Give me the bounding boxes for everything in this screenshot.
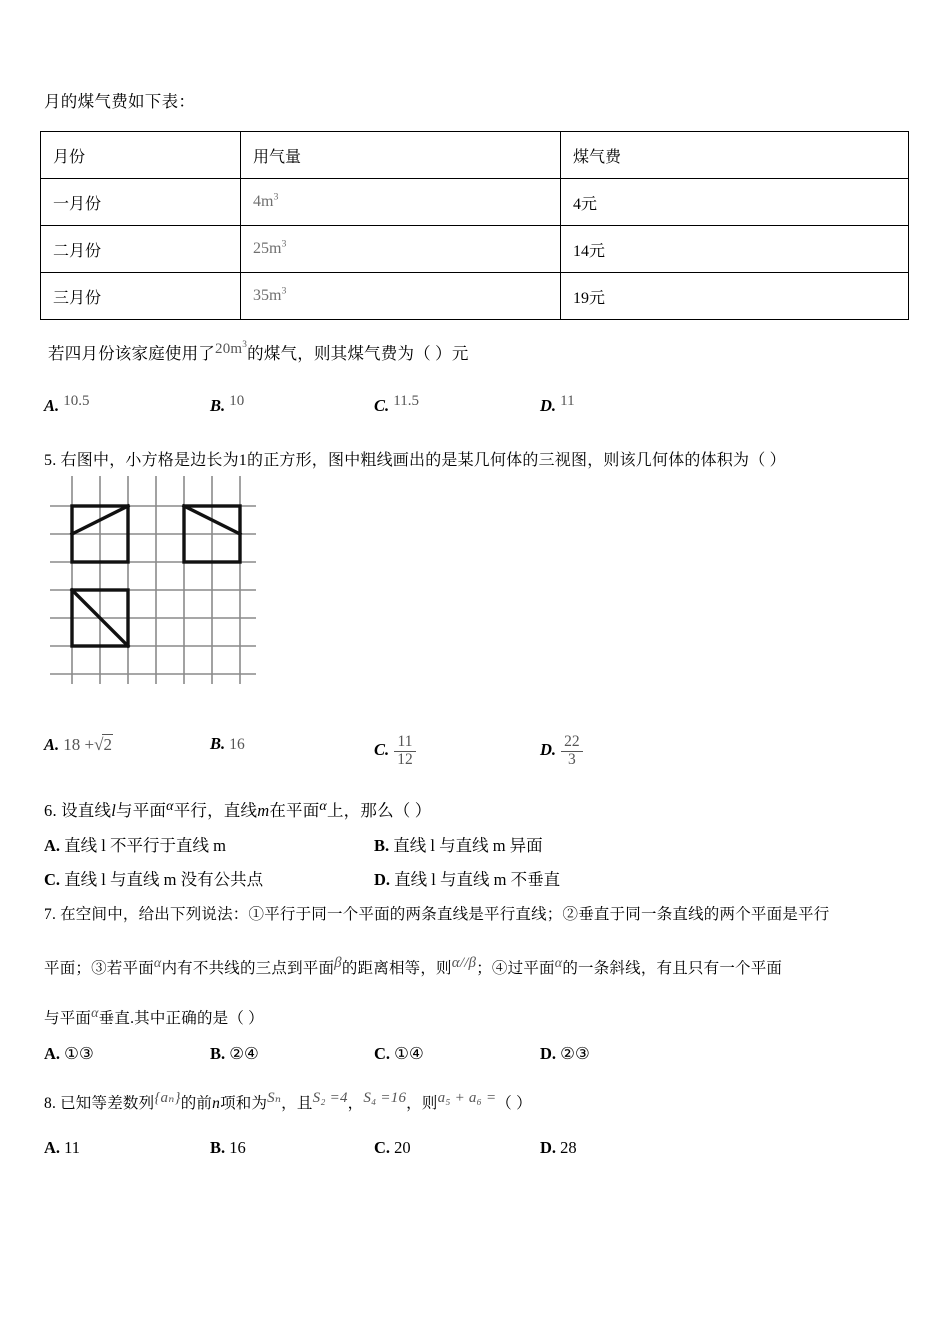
- q7-option-b-label: B.: [210, 1044, 226, 1063]
- q8-option-c-value: 20: [394, 1138, 411, 1157]
- q6-line-l: l: [111, 801, 117, 820]
- cell-fee: [561, 226, 909, 273]
- q8-option-d[interactable]: [540, 1138, 577, 1158]
- q4-option-b[interactable]: [210, 393, 244, 416]
- q6-option-c[interactable]: [44, 866, 263, 890]
- table-row: [41, 226, 909, 273]
- q7-line2-d: ；④过平面: [476, 960, 555, 977]
- q5-option-c-value: $\frac{11}{12}$: [394, 734, 416, 768]
- q7-alpha-2: α: [554, 956, 563, 971]
- q7-line2-c: 的距离相等，则: [341, 960, 452, 977]
- q8-sequence: {aₙ}: [154, 1090, 181, 1106]
- q6-alpha-1: α: [166, 799, 174, 814]
- q7-option-a-label: A.: [44, 1044, 61, 1063]
- cell-volume: [241, 179, 561, 226]
- q6-option-a-label: A.: [44, 836, 61, 855]
- q8-option-b[interactable]: [210, 1138, 246, 1158]
- volume-exponent: 3: [281, 285, 287, 297]
- q4-option-a-value: 10.5: [63, 393, 90, 409]
- cell-month: 二月份: [41, 226, 241, 273]
- question-7-line-1: [44, 902, 829, 924]
- question-7-line-3: [44, 1006, 264, 1028]
- cell-volume: [241, 273, 561, 320]
- q5-option-b-value: 16: [229, 736, 245, 753]
- cell-month: 三月份: [41, 273, 241, 320]
- q5-option-a-label: A.: [44, 735, 60, 754]
- question-5-stem: [44, 447, 786, 470]
- q4-option-a[interactable]: [44, 393, 90, 416]
- intro-text: 月的煤气费如下表：: [44, 92, 196, 111]
- q8-stem-e: ，: [347, 1095, 364, 1112]
- table-header-volume: 用气量: [241, 132, 561, 179]
- table-header-fee: 煤气费: [561, 132, 909, 179]
- q6-stem-d: 在平面: [269, 801, 320, 820]
- q7-line2-a: 平面；③若平面: [44, 960, 154, 977]
- q7-line1-text: 在空间中，给出下列说法：①平行于同一个平面的两条直线是平行直线；②垂直于同一条直线的两个平面是平行: [60, 906, 830, 923]
- q8-option-c-label: C.: [374, 1138, 391, 1157]
- q5-option-d[interactable]: [540, 734, 584, 768]
- q4-option-c-value: 11.5: [393, 393, 419, 409]
- q5-option-b[interactable]: [210, 734, 245, 754]
- q4-stem-math: [215, 341, 247, 358]
- q7-option-d-value: ②③: [560, 1044, 590, 1063]
- question-6-stem: [44, 797, 432, 821]
- q7-option-d[interactable]: [540, 1044, 590, 1064]
- q6-option-b[interactable]: [374, 832, 543, 856]
- q4-option-c-label: C.: [374, 396, 390, 415]
- volume-value: 25m: [253, 240, 282, 257]
- q7-number: 7.: [44, 906, 57, 923]
- q5-option-d-value: $\frac{22}{3}$: [561, 734, 583, 768]
- table-row: [41, 273, 909, 320]
- q7-option-a-value: ①③: [64, 1044, 94, 1063]
- q4-math-value: 20m: [215, 341, 243, 357]
- q8-stem-b: 的前: [180, 1095, 213, 1112]
- q5-stem-text: 右图中，小方格是边长为1的正方形，图中粗线画出的是某几何体的三视图，则该几何体的体积为（ ）: [60, 452, 786, 469]
- q4-option-b-label: B.: [210, 396, 226, 415]
- q5-number: 5.: [44, 452, 57, 469]
- q4-option-a-label: A.: [44, 396, 60, 415]
- table-row: [41, 179, 909, 226]
- q5-option-d-label: D.: [540, 740, 557, 760]
- q4-math-exponent: 3: [242, 340, 248, 350]
- q6-stem-b: 与平面: [116, 801, 167, 820]
- q8-option-d-label: D.: [540, 1138, 557, 1157]
- q8-stem-g: （ ）: [496, 1095, 532, 1112]
- q8-S2: S₂ =4: [312, 1090, 348, 1106]
- q4-option-d-label: D.: [540, 396, 557, 415]
- q8-n: n: [212, 1095, 221, 1112]
- q6-option-d[interactable]: [374, 866, 560, 890]
- q6-stem-c: 平行，直线: [173, 801, 258, 820]
- volume-value: 4m: [253, 193, 274, 210]
- q8-option-a-label: A.: [44, 1138, 61, 1157]
- fee-value: 14: [573, 242, 589, 260]
- q7-alpha-parallel-beta: α//β: [451, 955, 477, 971]
- q5-option-c[interactable]: [374, 734, 417, 768]
- q7-option-d-label: D.: [540, 1044, 557, 1063]
- volume-exponent: 3: [281, 238, 287, 250]
- q5-option-b-label: B.: [210, 734, 226, 753]
- q6-option-a[interactable]: [44, 832, 226, 856]
- cell-fee: [561, 179, 909, 226]
- cell-month: 一月份: [41, 179, 241, 226]
- question-7-line-2: [44, 955, 782, 978]
- q4-option-d-value: 11: [560, 393, 575, 409]
- q5-option-c-label: C.: [374, 740, 390, 760]
- q8-stem-f: ，则: [406, 1095, 438, 1112]
- fee-unit: 元: [589, 242, 606, 260]
- q8-option-d-value: 28: [560, 1138, 577, 1157]
- three-view-figure: [48, 472, 258, 687]
- q6-option-c-label: C.: [44, 870, 61, 889]
- three-view-svg: [48, 472, 258, 687]
- q5-option-a-value: 18 +√2: [63, 735, 112, 754]
- q7-beta: β: [334, 955, 342, 971]
- q8-stem-d: ，且: [281, 1095, 313, 1112]
- q8-stem-c: 项和为: [220, 1095, 268, 1112]
- q7-option-a[interactable]: [44, 1044, 94, 1064]
- q6-number: 6.: [44, 801, 57, 820]
- q8-S4: S₄ =16: [363, 1090, 407, 1106]
- q5-option-a[interactable]: [44, 734, 113, 755]
- q8-option-c[interactable]: [374, 1138, 411, 1158]
- q8-option-a[interactable]: [44, 1138, 80, 1158]
- q8-option-b-label: B.: [210, 1138, 226, 1157]
- q6-alpha-2: α: [319, 799, 327, 814]
- q4-stem-part2: 的煤气，则其煤气费为（ ）元: [247, 344, 469, 363]
- q6-option-d-label: D.: [374, 870, 391, 889]
- q6-option-d-value: 直线 l 与直线 m 不垂直: [394, 870, 561, 889]
- q6-option-c-value: 直线 l 与直线 m 没有公共点: [64, 870, 264, 889]
- q8-number: 8.: [44, 1095, 57, 1112]
- fee-value: 4: [573, 195, 581, 213]
- cell-fee: [561, 273, 909, 320]
- q6-stem-a: 设直线: [61, 801, 112, 820]
- q7-line3-a: 与平面: [44, 1010, 92, 1027]
- q4-option-d[interactable]: [540, 393, 575, 416]
- q7-option-c-value: ①④: [394, 1044, 424, 1063]
- q8-sum: a₅ + a₆ =: [437, 1090, 497, 1106]
- q6-option-a-value: 直线 l 不平行于直线 m: [64, 836, 226, 855]
- q6-line-m: m: [257, 801, 270, 820]
- q7-option-b-value: ②④: [229, 1044, 259, 1063]
- q8-option-a-value: 11: [64, 1138, 81, 1157]
- q7-line2-b: 内有不共线的三点到平面: [161, 960, 335, 977]
- q4-option-b-value: 10: [229, 393, 245, 409]
- q7-alpha-3: α: [91, 1006, 99, 1021]
- q8-stem-a: 已知等差数列: [60, 1095, 155, 1112]
- q7-alpha-1: α: [153, 956, 162, 971]
- q7-line3-b: 垂直.其中正确的是（ ）: [98, 1010, 264, 1027]
- q7-option-c-label: C.: [374, 1044, 391, 1063]
- q4-stem-part1: 若四月份该家庭使用了: [48, 344, 215, 363]
- q6-option-b-value: 直线 l 与直线 m 异面: [393, 836, 543, 855]
- q4-option-c[interactable]: [374, 393, 419, 416]
- cell-volume: [241, 226, 561, 273]
- table-header-month: 月份: [41, 132, 241, 179]
- q7-option-b[interactable]: [210, 1044, 259, 1064]
- question-8-stem: [44, 1088, 532, 1113]
- volume-value: 35m: [253, 287, 282, 304]
- q8-option-b-value: 16: [229, 1138, 246, 1157]
- fee-value: 19: [573, 289, 589, 307]
- question-4-stem: [48, 340, 469, 364]
- q7-line2-e: 的一条斜线，有且只有一个平面: [562, 960, 783, 977]
- gas-fee-table: [40, 131, 909, 320]
- fee-unit: 元: [589, 289, 606, 307]
- q7-option-c[interactable]: [374, 1044, 424, 1064]
- fee-unit: 元: [581, 195, 598, 213]
- q6-stem-e: 上，那么（ ）: [326, 801, 432, 820]
- volume-exponent: 3: [273, 191, 279, 203]
- q6-option-b-label: B.: [374, 836, 390, 855]
- sqrt-icon: √2: [94, 735, 112, 754]
- table-header-row: [41, 132, 909, 179]
- q8-Sn: Sₙ: [267, 1090, 282, 1106]
